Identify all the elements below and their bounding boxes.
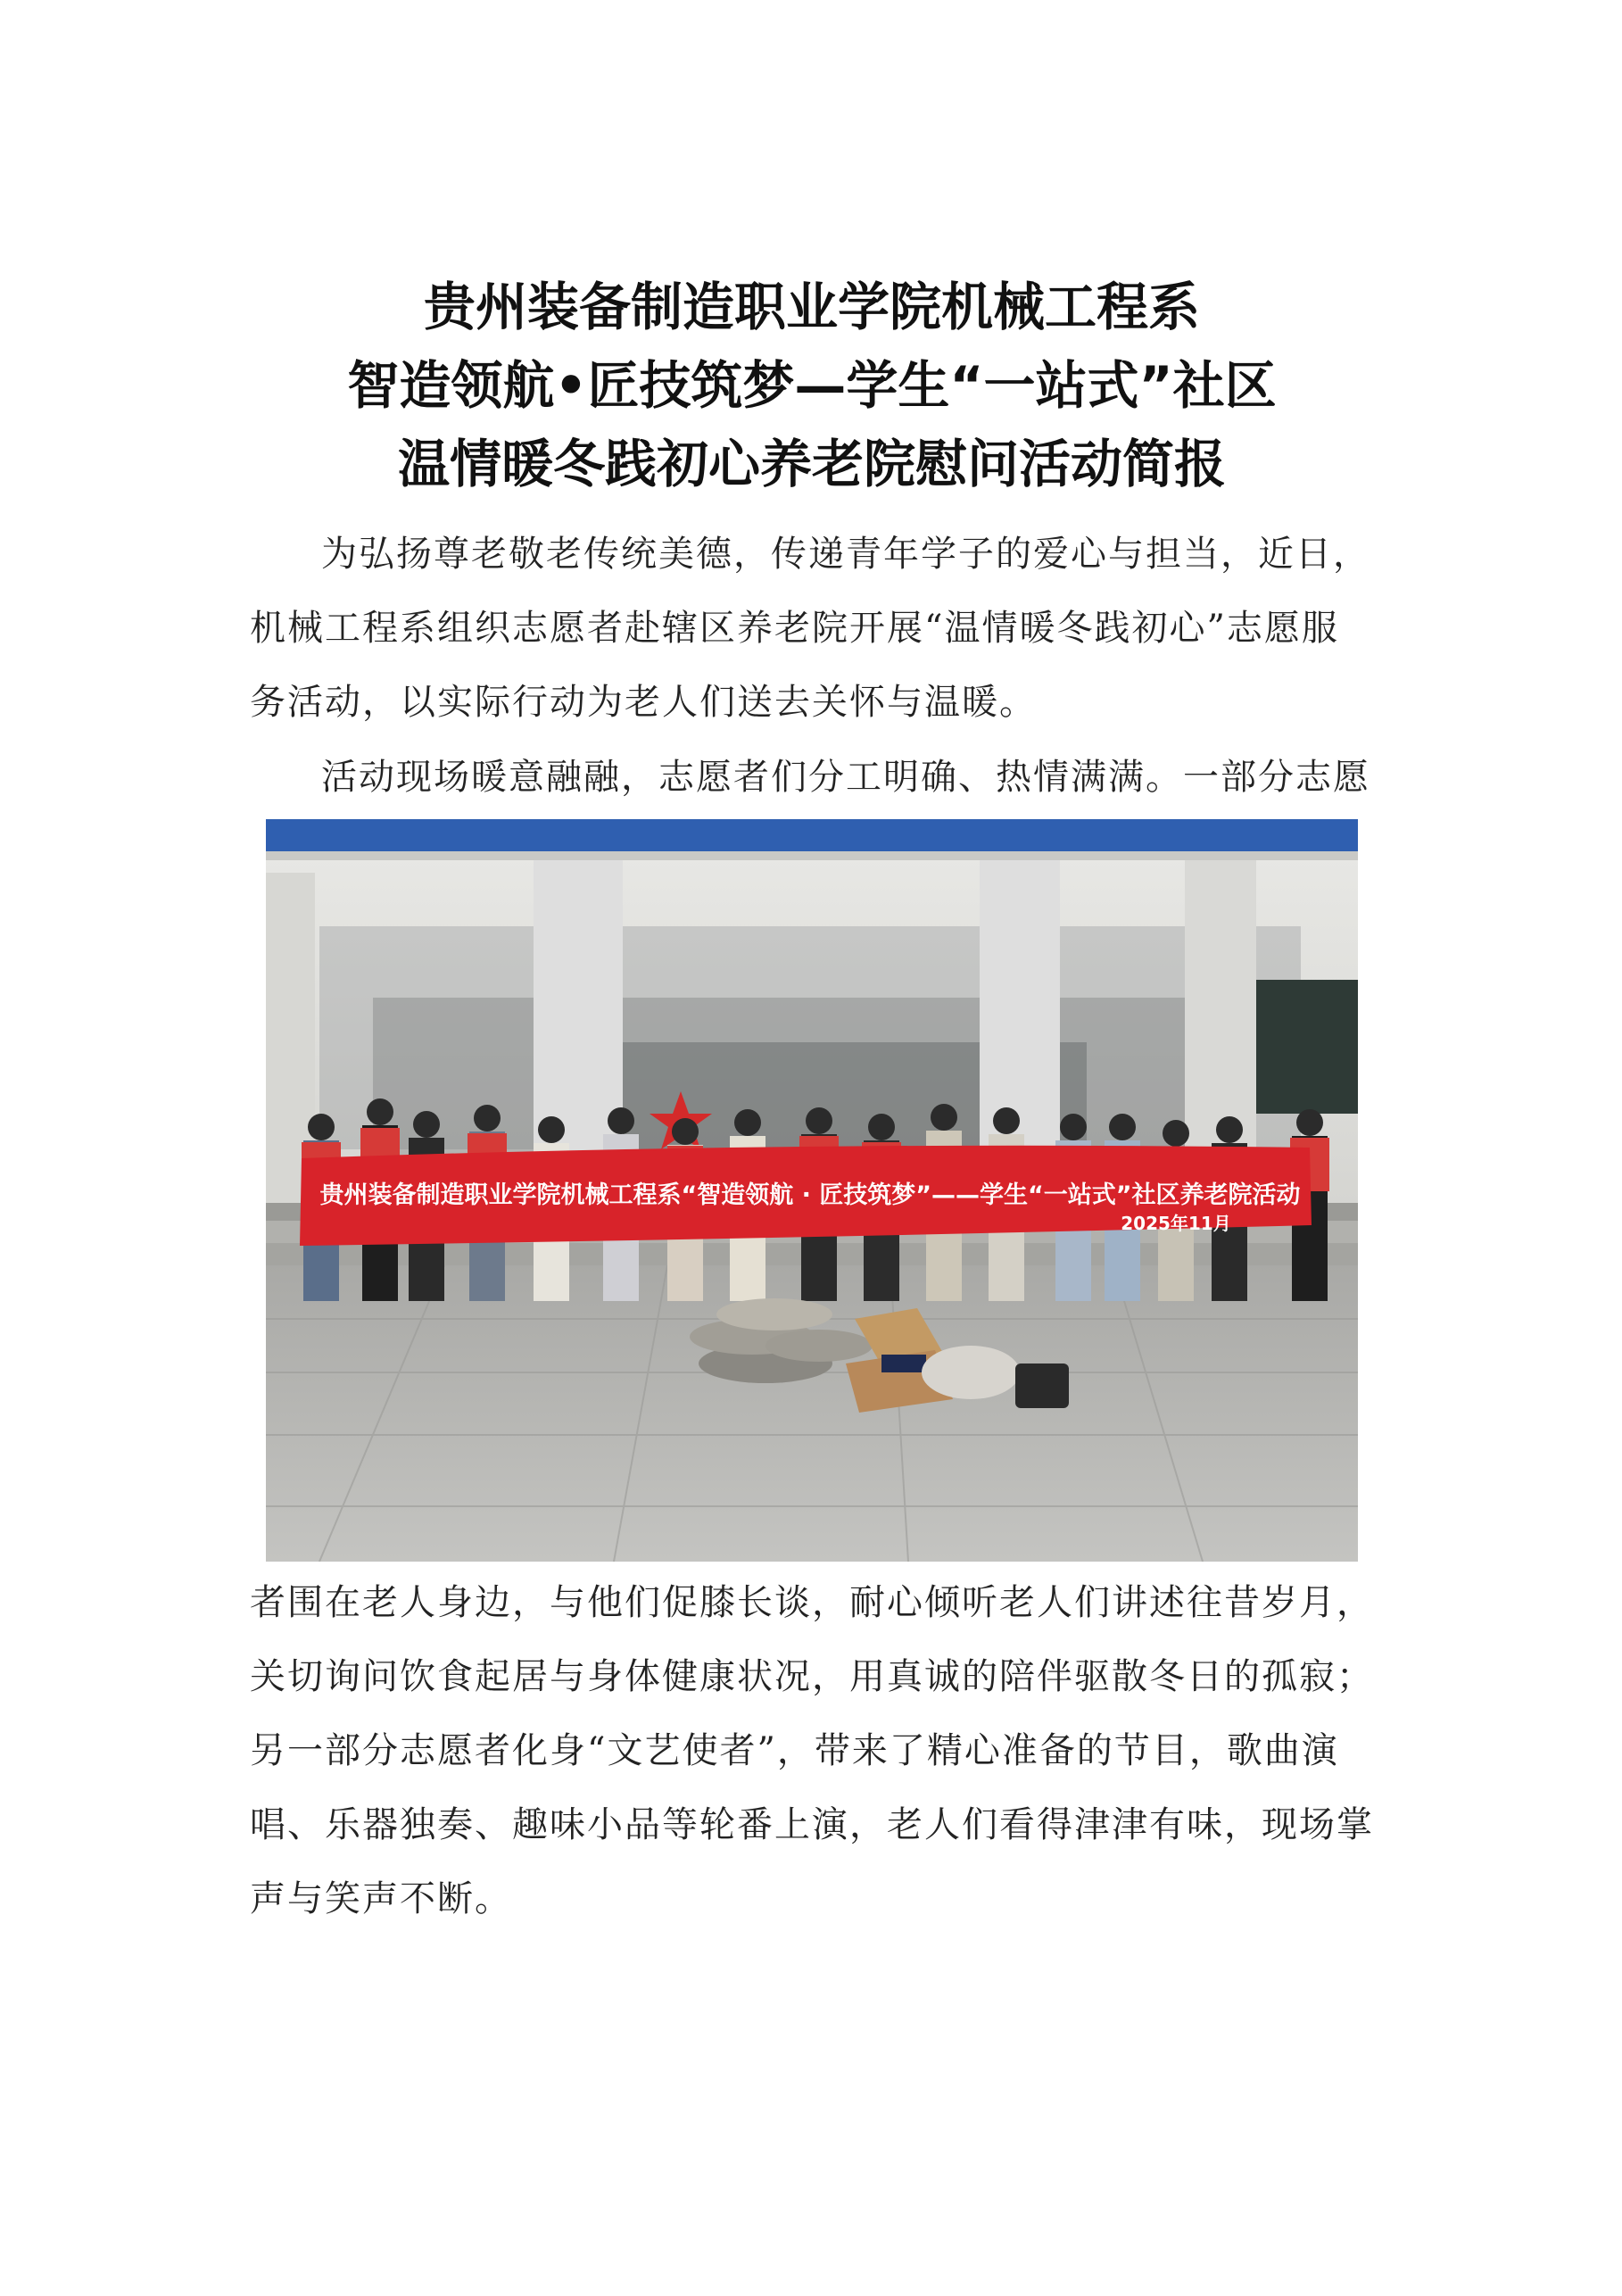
paragraph-line: 者围在老人身边，与他们促膝长谈，耐心倾听老人们讲述往昔岁月， bbox=[250, 1582, 1374, 1623]
paragraph-line: 务活动，以实际行动为老人们送去关怀与温暖。 bbox=[250, 682, 1037, 723]
event-banner bbox=[300, 1146, 1312, 1246]
paragraph-activity-start bbox=[250, 741, 1376, 815]
paragraph-line: 活动现场暖意融融，志愿者们分工明确、热情满满。一部分志愿 bbox=[321, 757, 1370, 798]
paragraph-line: 声与笑声不断。 bbox=[250, 1878, 512, 1919]
title-line-1: 贵州装备制造职业学院机械工程系 bbox=[423, 277, 1200, 337]
document-title bbox=[214, 268, 1410, 503]
group-photo bbox=[266, 819, 1358, 1562]
paragraph-line: 关切询问饮食起居与身体健康状况，用真诚的陪伴驱散冬日的孤寂； bbox=[250, 1656, 1374, 1697]
paragraph-line: 另一部分志愿者化身“文艺使者”，带来了精心准备的节目，歌曲演 bbox=[250, 1730, 1339, 1771]
paragraph-line: 唱、乐器独奏、趣味小品等轮番上演，老人们看得津津有味，现场掌 bbox=[250, 1804, 1374, 1845]
title-line-3: 温情暖冬践初心养老院慰问活动简报 bbox=[397, 434, 1226, 494]
banner-date: 2025年11月 bbox=[1121, 1213, 1231, 1234]
banner-text: 贵州装备制造职业学院机械工程系“智造领航 · 匠技筑梦”——学生“一站式”社区养老院活动 bbox=[319, 1181, 1301, 1209]
paragraph-activity-continued bbox=[250, 1566, 1376, 1936]
paragraph-intro bbox=[250, 518, 1376, 740]
paragraph-line: 为弘扬尊老敬老传统美德，传递青年学子的爱心与担当，近日， bbox=[321, 534, 1370, 575]
paragraph-line: 机械工程系组织志愿者赴辖区养老院开展“温情暖冬践初心”志愿服 bbox=[250, 608, 1339, 649]
title-line-2: 智造领航•匠技筑梦—学生“一站式”社区 bbox=[347, 355, 1277, 416]
